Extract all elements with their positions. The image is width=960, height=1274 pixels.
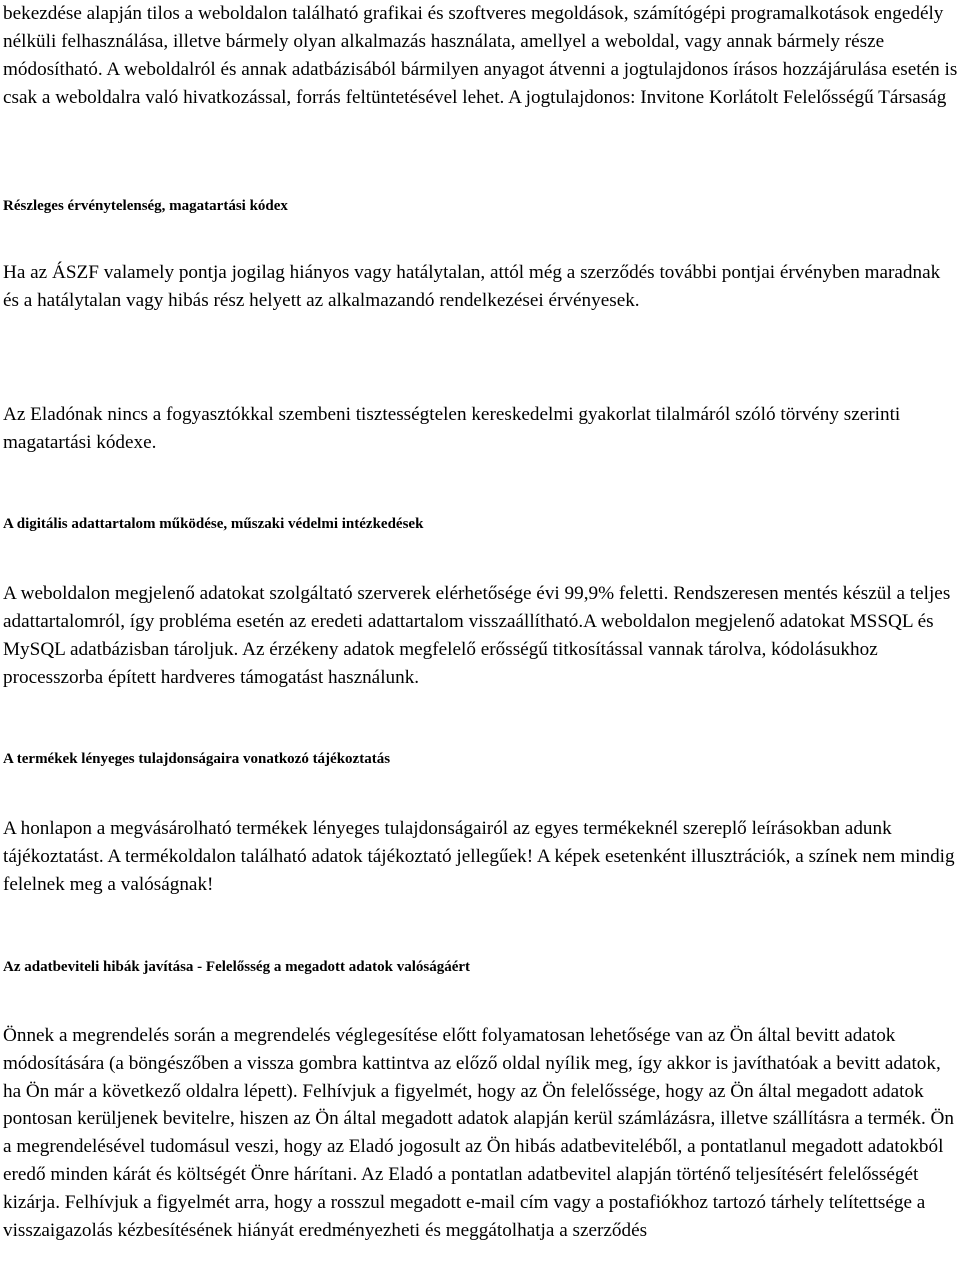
section-heading-product-info: A termékek lényeges tulajdonságaira vonatkozó tájékoztatás (3, 751, 391, 767)
code-of-conduct-paragraph: Az Eladónak nincs a fogyasztókkal szembeni tisztességtelen kereskedelmi gyakorlat tilalmáról szóló törvény szerinti magatartási kódexe. (3, 404, 901, 453)
section-heading-digital-content: A digitális adattartalom működése, műszaki védelmi intézkedések (3, 516, 424, 532)
intro-paragraph: bekezdése alapján tilos a weboldalon található grafikai és szoftveres megoldások, számítógépi programalkotások engedély nélküli felhasználása, illetve bármely olyan alkalmazás használata, amellyel a weboldal, vagy annak bármely része módosítható. A weboldalról és annak adatbázisából bármilyen anyagot átvenni a jogtulajdonos írásos hozzájárulása esetén is csak a weboldalra való hivatkozással, forrás feltüntetésével lehet. A jogtulajdonos: Invitone Korlátolt Felelősségű Társaság (3, 3, 958, 108)
section-heading-input-errors: Az adatbeviteli hibák javítása - Felelősség a megadott adatok valóságáért (3, 959, 471, 975)
input-errors-paragraph: Önnek a megrendelés során a megrendelés véglegesítése előtt folyamatosan lehetősége van az Ön által bevitt adatok módosítására (a böngészőben a vissza gombra kattintva az előző oldal nyílik meg, így akkor is javíthatóak a bevitt adatok, ha Ön már a következő oldalra lépett). Felhívjuk a figyelmét, hogy az Ön felelőssége, hogy az Ön által megadott adatok pontosan kerüljenek bevitelre, hiszen az Ön által megadott adatok alapján kerül számlázásra, illetve szállításra a termék. Ön a megrendelésével tudomásul veszi, hogy az Eladó jogosult az Ön hibás adatbeviteléből, a pontatlanul megadott adatokból eredő minden kárát és költségét Önre hárítani. Az Eladó a pontatlan adatbevitel alapján történő teljesítésért felelősségét kizárja. Felhívjuk a figyelmét arra, hogy a rosszul megadott e-mail cím vagy a postafiókhoz tartozó tárhely telítettsége a visszaigazolás kézbesítésének hiányát eredményezheti és meggátolhatja a szerződés (3, 1025, 954, 1241)
section-heading-partial-invalidity: Részleges érvénytelenség, magatartási kódex (3, 198, 288, 214)
digital-content-paragraph: A weboldalon megjelenő adatokat szolgáltató szerverek elérhetősége évi 99,9% feletti. Rendszeresen mentés készül a teljes adattartalomról, így probléma esetén az eredeti adattartalom visszaállítható.A weboldalon megjelenő adatokat MSSQL és MySQL adatbázisban tároljuk. Az érzékeny adatok megfelelő erősségű titkosítással vannak tárolva, kódolásukhoz processzorba épített hardveres támogatást használunk. (3, 583, 951, 688)
partial-invalidity-paragraph: Ha az ÁSZF valamely pontja jogilag hiányos vagy hatálytalan, attól még a szerződés további pontjai érvényben maradnak és a hatálytalan vagy hibás rész helyett az alkalmazandó rendelkezései érvényesek. (3, 262, 941, 311)
product-info-paragraph: A honlapon a megvásárolható termékek lényeges tulajdonságairól az egyes termékeknél szereplő leírásokban adunk tájékoztatást. A termékoldalon található adatok tájékoztató jellegűek! A képek esetenként illusztrációk, a színek nem mindig felelnek meg a valóságnak! (3, 818, 955, 895)
